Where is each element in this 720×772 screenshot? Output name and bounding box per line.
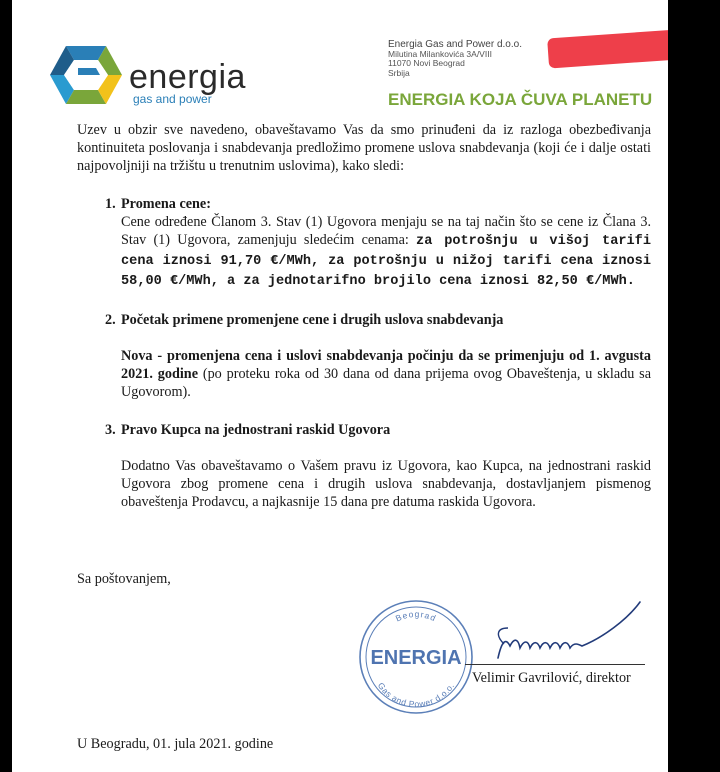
- address-line: 11070 Novi Beograd: [388, 58, 465, 68]
- list-item: [77, 195, 651, 291]
- item-body: [121, 213, 651, 291]
- letter-page: [12, 0, 668, 772]
- signature: [462, 598, 668, 668]
- item-number: 3.: [105, 422, 116, 438]
- letter-body: [77, 121, 651, 511]
- list-item: [77, 421, 651, 511]
- address-line: Srbija: [388, 67, 410, 78]
- item-title: Promena cene:: [121, 196, 211, 212]
- stamp-main-text: ENERGIA: [370, 647, 462, 669]
- stamp-ring-top: Beograd: [393, 608, 439, 624]
- svg-text:Beograd: [394, 609, 438, 624]
- item-title: Početak primene promenjene cene i drugih uslova snabdevanja: [121, 312, 504, 328]
- item-text: (po proteku roka od 30 dana od dana prijema ovog Obaveštenja, u skladu sa Ugovorom).: [121, 366, 651, 400]
- stamp-ring-bottom: Gas and Power d.o.o.: [375, 680, 457, 710]
- brand-name: energia: [129, 58, 246, 96]
- energia-logo-icon: [48, 40, 124, 110]
- item-text-bold: za potrošnju u višoj tarifi cena iznosi 91,70 €/MWh, za potrošnju u nižoj tarifi cena iznosi 58,00 €/MWh, a za jednotarifno brojilo cena iznosi 82,50 €/MWh.: [121, 234, 651, 289]
- item-title: Pravo Kupca na jednostrani raskid Ugovora: [121, 422, 391, 438]
- list-item: [77, 311, 651, 401]
- closing-salutation: Sa poštovanjem,: [77, 571, 171, 587]
- signature-line: [465, 664, 645, 665]
- company-slogan: ENERGIA KOJA ČUVA PLANETU: [388, 90, 653, 109]
- item-number: 2.: [105, 312, 116, 328]
- brand-tagline: gas and power: [133, 92, 212, 106]
- company-name: Energia Gas and Power d.o.o.: [388, 39, 522, 50]
- address-line: Milutina Milankovića 3A/VIII: [388, 48, 492, 59]
- redaction-mark: [547, 30, 668, 69]
- signer-name: Velimir Gavrilović, direktor: [472, 670, 631, 686]
- item-body: Dodatno Vas obaveštavamo o Vašem pravu iz Ugovora, kao Kupca, na jednostrani raskid Ugovora zbog promene cena i drugih uslova snabdevanja, dostavljanjem pismenog obaveštenja Prodavcu, a najkasnije 15 dana pre datuma raskida Ugovora.: [121, 458, 651, 510]
- date-line: U Beogradu, 01. jula 2021. godine: [77, 736, 274, 752]
- company-stamp: [357, 598, 475, 716]
- company-address: [388, 40, 522, 78]
- item-body: [121, 347, 651, 401]
- intro-paragraph: Uzev u obzir sve navedeno, obaveštavamo Vas da smo prinuđeni da iz razloga obezbeđivanja kontinuiteta poslovanja i snabdevanja predložimo promene uslova snabdevanja (koji će i dalje ostati najpovoljniji na tržištu u trenutnim uslovima), kako sledi:: [77, 122, 651, 174]
- item-text-bold: Nova - promenjena cena i uslovi snabdevanja počinju da se primenjuju od 1. avgusta 2021. godine: [121, 348, 651, 382]
- item-text: Cene određene Članom 3. Stav (1) Ugovora menjaju se na taj način što se cene iz Člana 3. Stav (1) Ugovora, zamenjuju sledećim cenama:: [121, 214, 651, 248]
- item-number: 1.: [105, 196, 116, 212]
